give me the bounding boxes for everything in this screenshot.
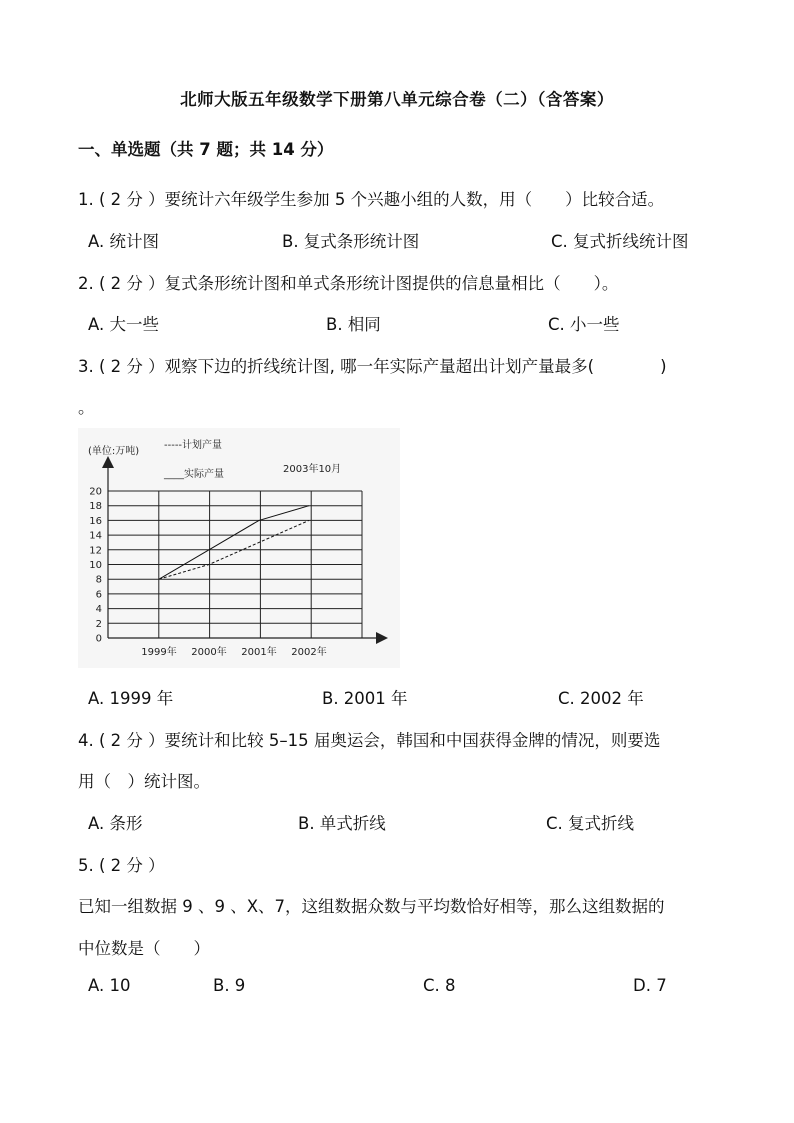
legend-planned-marker: ----- [164,440,183,451]
q1-option-c[interactable]: C. 复式折线统计图 [551,232,689,251]
question-1-stem: 1. ( 2 分 ）要统计六年级学生参加 5 个兴趣小组的人数，用（ ）比较合适。 [78,190,665,209]
question-2-stem: 2. ( 2 分 ）复式条形统计图和单式条形统计图提供的信息量相比（ ）。 [78,274,619,293]
y-tick-label: 2 [95,618,102,630]
x-tick-label: 2000年 [191,647,227,658]
x-tick-label: 1999年 [141,647,177,658]
chart-svg [78,428,400,668]
q2-option-a[interactable]: A. 大一些 [88,315,159,334]
q1-option-a[interactable]: A. 统计图 [88,232,159,251]
question-4-stem-cont: 用（ ）统计图。 [78,772,210,791]
chart-date-note: 2003年10月 [283,464,342,475]
y-tick-label: 4 [95,604,102,616]
chart-series [159,506,309,580]
x-tick-label: 2001年 [241,647,277,658]
legend-planned-label: 计划产量 [182,440,223,451]
question-3-stem: 3. ( 2 分 ）观察下边的折线统计图, 哪一年实际产量超出计划产量最多( ) [78,357,667,376]
q1-option-b[interactable]: B. 复式条形统计图 [282,232,420,251]
series-line-actual [159,506,309,580]
y-tick-label: 18 [89,501,102,513]
production-line-chart [78,428,400,668]
legend-planned [164,438,222,451]
chart-y-ticks [89,487,102,645]
q5-option-d[interactable]: D. 7 [633,976,667,995]
q5-option-c[interactable]: C. 8 [423,976,456,995]
y-tick-label: 20 [89,486,102,498]
q5-option-b[interactable]: B. 9 [213,976,246,995]
section-heading: 一、单选题（共 7 题；共 14 分） [78,140,334,159]
y-axis-arrow [102,456,114,468]
y-tick-label: 8 [95,574,102,586]
chart-unit-label: (单位:万吨) [88,446,140,457]
y-tick-label: 12 [89,545,102,557]
legend-actual-marker: ____ [164,469,184,480]
question-4-stem: 4. ( 2 分 ）要统计和比较 5–15 届奥运会，韩国和中国获得金牌的情况，则要选 [78,731,661,750]
y-tick-label: 10 [89,560,102,571]
q4-option-a[interactable]: A. 条形 [88,814,143,833]
y-tick-label: 14 [89,530,102,542]
q3-option-b[interactable]: B. 2001 年 [322,689,408,708]
q3-option-a[interactable]: A. 1999 年 [88,689,174,708]
q3-option-c[interactable]: C. 2002 年 [558,689,644,708]
question-5-stem: 5. ( 2 分 ） [78,856,165,875]
q2-option-b[interactable]: B. 相同 [326,315,381,334]
chart-grid [108,491,362,638]
legend-actual-label: 实际产量 [184,469,224,480]
y-tick-label: 0 [95,633,102,645]
q4-option-b[interactable]: B. 单式折线 [298,814,386,833]
q4-option-c[interactable]: C. 复式折线 [546,814,635,833]
question-5-stem-line2: 已知一组数据 9 、9 、X、7，这组数据众数与平均数恰好相等，那么这组数据的 [78,897,665,916]
legend-actual [163,467,224,480]
x-tick-label: 2002年 [291,647,327,658]
document-title: 北师大版五年级数学下册第八单元综合卷（二）（含答案） [180,90,614,109]
y-tick-label: 6 [95,589,102,601]
question-5-stem-line3: 中位数是（ ） [78,939,210,958]
q2-option-c[interactable]: C. 小一些 [548,315,620,334]
q5-option-a[interactable]: A. 10 [88,976,131,995]
y-tick-label: 16 [89,515,102,527]
question-3-stem-cont: 。 [78,398,95,417]
chart-x-ticks [141,645,326,658]
x-axis-arrow [376,632,388,644]
